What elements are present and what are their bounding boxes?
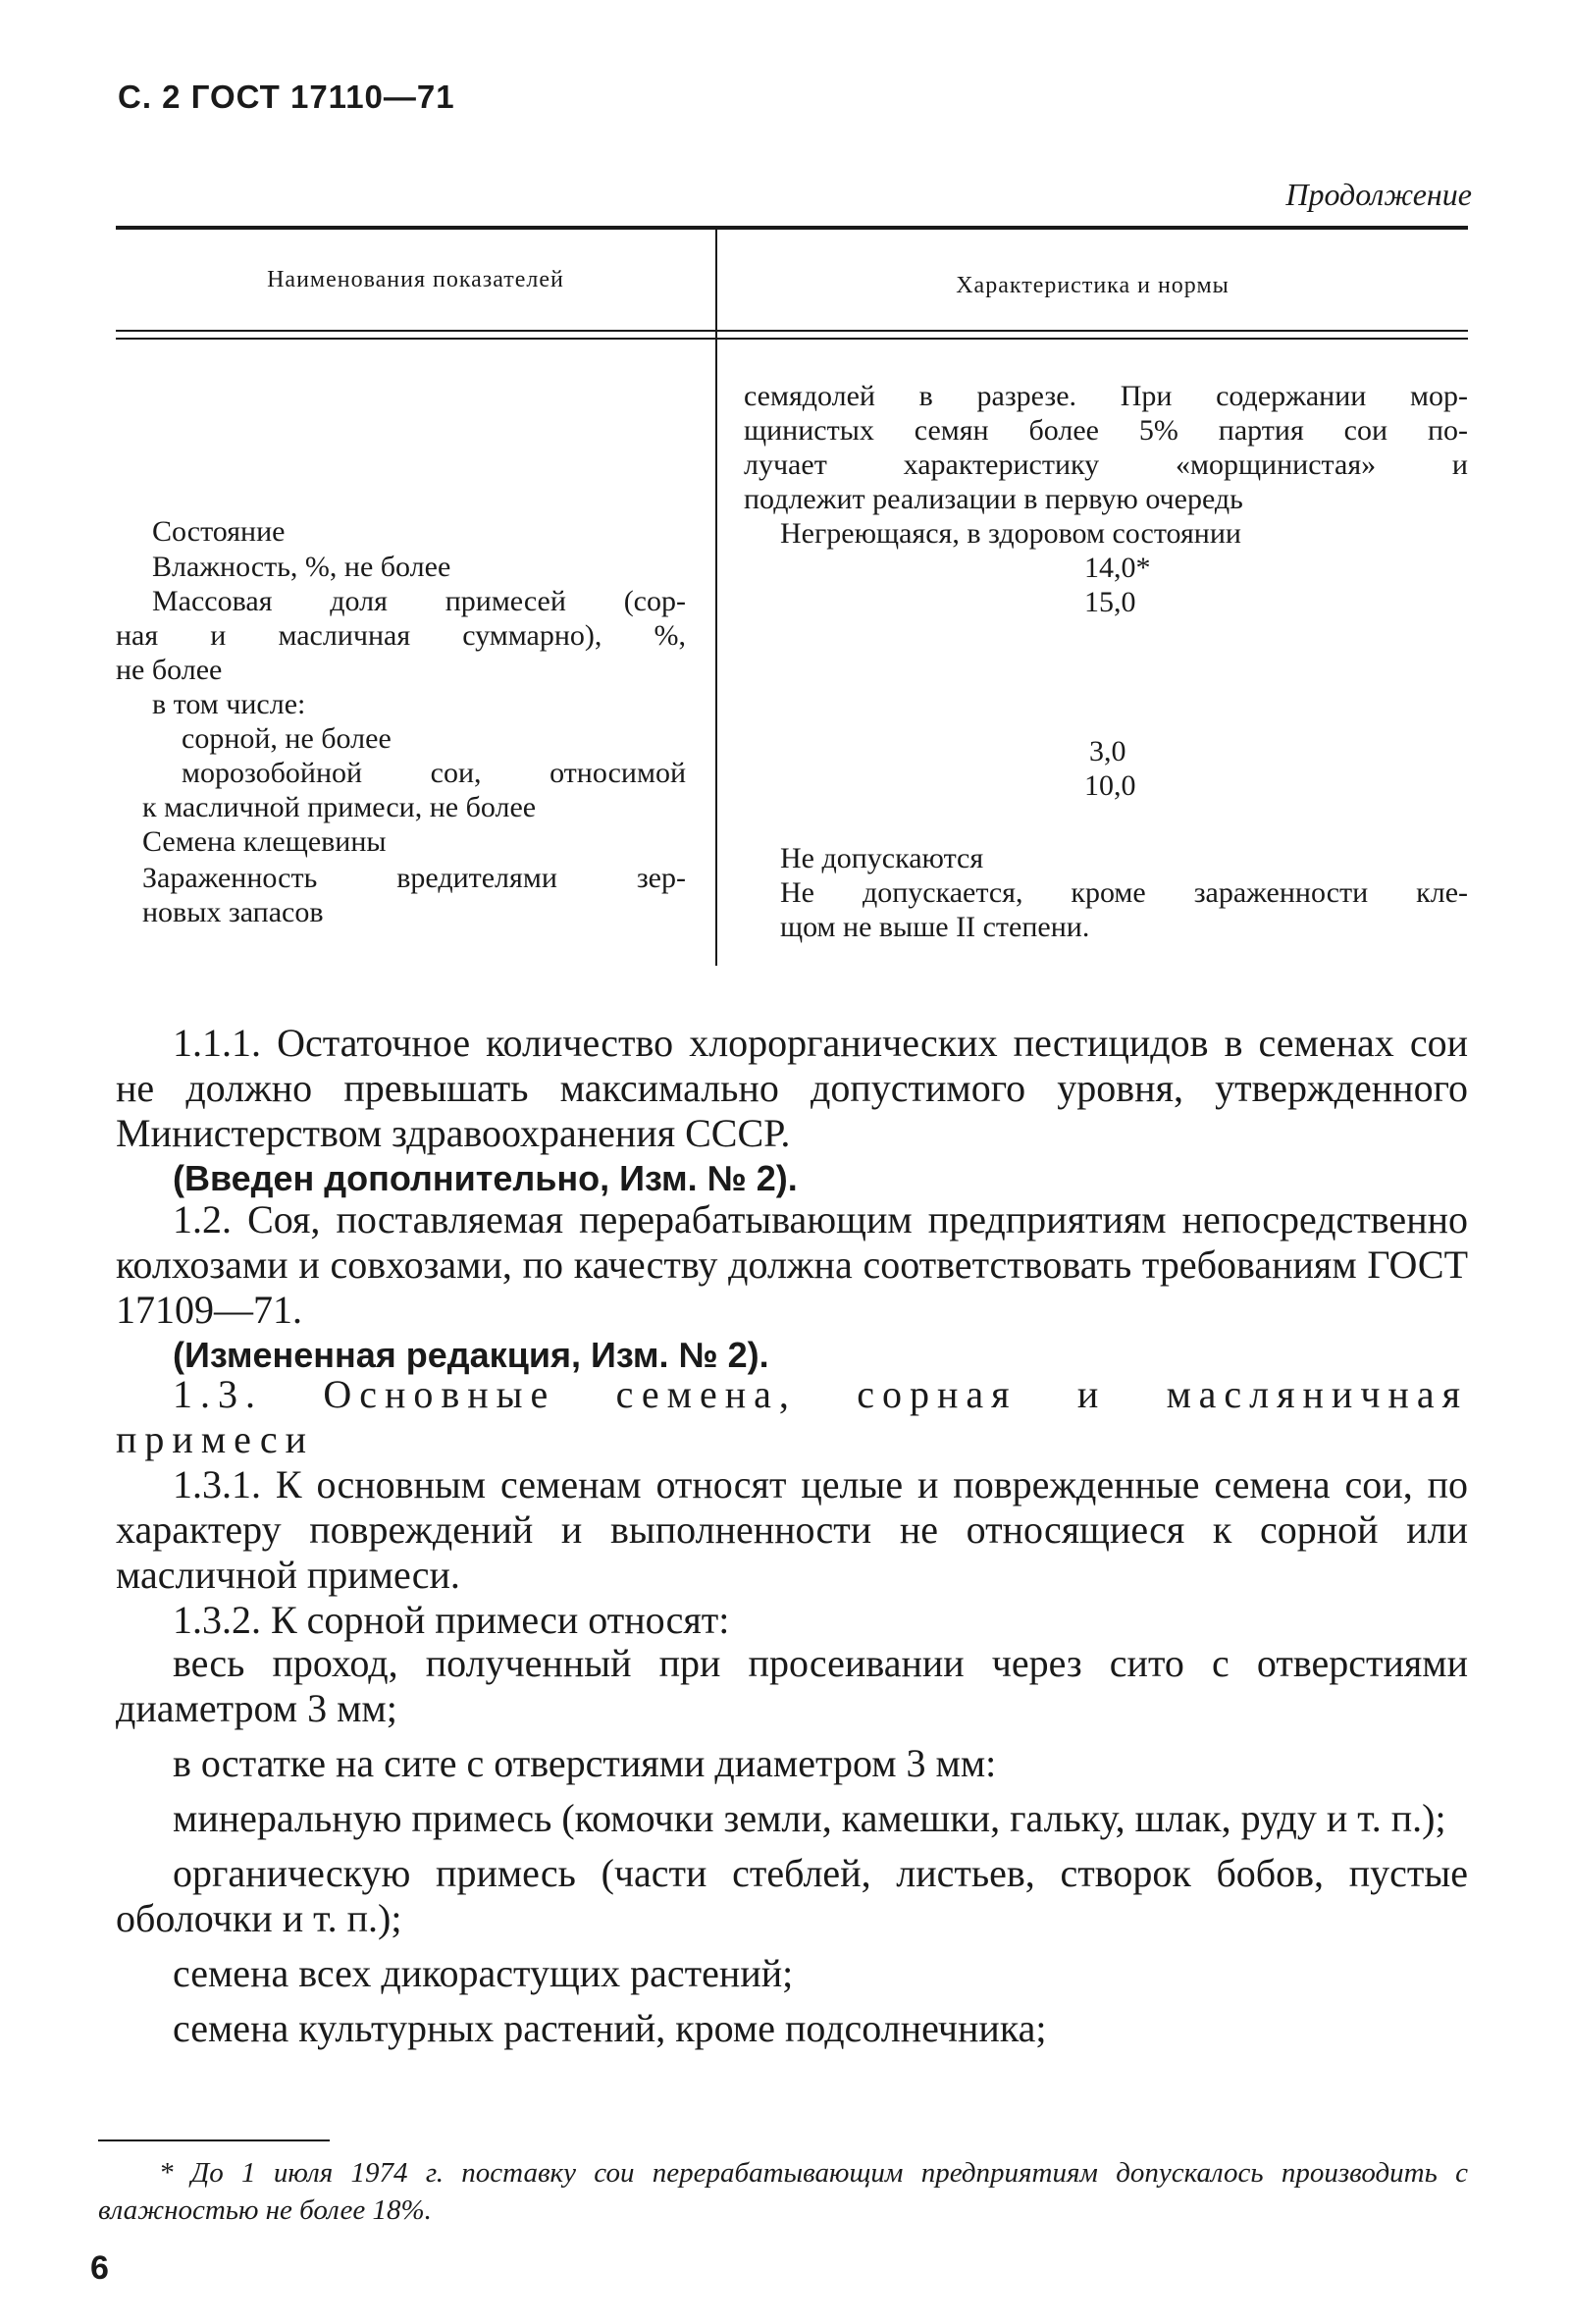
row-frost-soy-label-line1: морозобойной сои, относимой xyxy=(182,757,686,789)
row-weed-value: 3,0 xyxy=(1089,735,1126,767)
table-header-rule-1 xyxy=(116,330,1468,332)
body-block-3 xyxy=(116,1372,1468,1643)
row-moisture-label: Влажность, %, не более xyxy=(152,551,451,583)
footnote-text: * До 1 июля 1974 г. поставку сои перерабатывающим предприятиям допускалось производить с влажностью не более 18%. xyxy=(98,2157,1468,2226)
row-wrinkled-text-line1: семядолей в разрезе. При содержании мор- xyxy=(744,380,1468,412)
list-item-mineral: минеральную примесь (комочки земли, камешки, гальку, шлак, руду и т. п.); xyxy=(173,1796,1446,1840)
row-weed-label: сорной, не более xyxy=(182,722,392,755)
document-header: С. 2 ГОСТ 17110—71 xyxy=(118,79,455,115)
row-impurities-label-line2: ная и масличная суммарно), %, xyxy=(116,619,686,652)
footnote-separator xyxy=(98,2139,330,2141)
row-wrinkled-text-line2: щинистых семян более 5% партия сои по- xyxy=(744,414,1468,447)
row-impurities-label-line1: Массовая доля примесей (сор- xyxy=(152,585,686,617)
amendment-note-1: (Введен дополнительно, Изм. № 2). xyxy=(173,1158,798,1198)
list-item-organic: органическую примесь (части стеблей, листьев, створок бобов, пустые оболочки и т. п.); xyxy=(116,1851,1468,1940)
row-pests-label-line1: Зараженность вредителями зер- xyxy=(142,862,686,894)
row-including-label: в том числе: xyxy=(152,688,306,720)
row-frost-soy-value: 10,0 xyxy=(1084,769,1136,802)
table-header-norms: Характеристика и нормы xyxy=(956,273,1230,298)
row-frost-soy-label-line2: к масличной примеси, не более xyxy=(142,791,537,823)
row-pests-label-line2: новых запасов xyxy=(142,896,324,928)
table-column-divider xyxy=(715,230,717,966)
row-pests-value-line1: Не допускается, кроме зараженности кле- xyxy=(780,876,1468,909)
paragraph-1-3-2: 1.3.2. К сорной примеси относят: xyxy=(173,1598,730,1642)
row-state-label: Состояние xyxy=(152,515,286,548)
row-impurities-label-line3: не более xyxy=(116,654,223,686)
table-header-indicators: Наименования показателей xyxy=(267,267,564,292)
row-state-value: Негреющаяся, в здоровом состоянии xyxy=(780,517,1241,550)
footnote xyxy=(98,2154,1468,2229)
paragraph-1-2: 1.2. Соя, поставляемая перерабатывающим предприятиям непосредственно колхозами и совхозами, по качеству должна соответствовать требованиям ГОСТ 17109—71. xyxy=(116,1197,1468,1332)
list-item-sieve-remainder: в остатке на сите с отверстиями диаметром 3 мм: xyxy=(173,1741,997,1785)
paragraph-1-1-1: 1.1.1. Остаточное количество хлорорганических пестицидов в семенах сои не должно превышать максимально допустимого уровня, утвержденного Министерством здравоохранения СССР. xyxy=(116,1021,1468,1155)
list-item-sieve-pass: весь проход, полученный при просеивании через сито с отверстиями диаметром 3 мм; xyxy=(116,1641,1468,1730)
body-block-2 xyxy=(116,1197,1468,1378)
paragraph-1-3-1: 1.3.1. К основным семенам относят целые и поврежденные семена сои, по характеру повреждений и выполненности не относящиеся к сорной или масличной примеси. xyxy=(116,1462,1468,1597)
list-item-cultivated-seeds: семена культурных растений, кроме подсолнечника; xyxy=(173,2006,1047,2050)
amendment-note-2: (Измененная редакция, Изм. № 2). xyxy=(173,1335,769,1375)
section-heading-1-3: 1.3. Основные семена, сорная и масляничная примеси xyxy=(116,1372,1468,1461)
row-wrinkled-text-line4: подлежит реализации в первую очередь xyxy=(744,483,1243,515)
body-block-4 xyxy=(116,1641,1468,2051)
table-top-rule xyxy=(116,226,1468,230)
body-block-1 xyxy=(116,1021,1468,1201)
row-pests-value-line2: щом не выше II степени. xyxy=(780,911,1090,943)
row-wrinkled-text-line3: лучает характеристику «морщинистая» и xyxy=(744,449,1468,481)
row-moisture-value: 14,0* xyxy=(1084,552,1151,584)
row-castor-label: Семена клещевины xyxy=(142,825,387,858)
table-header-rule-2 xyxy=(116,338,1468,340)
row-impurities-value: 15,0 xyxy=(1084,586,1136,618)
row-castor-value: Не допускаются xyxy=(780,842,984,874)
list-item-wild-seeds: семена всех дикорастущих растений; xyxy=(173,1951,794,1995)
continuation-label: Продолжение xyxy=(1285,177,1472,212)
page-number: 6 xyxy=(90,2249,109,2287)
